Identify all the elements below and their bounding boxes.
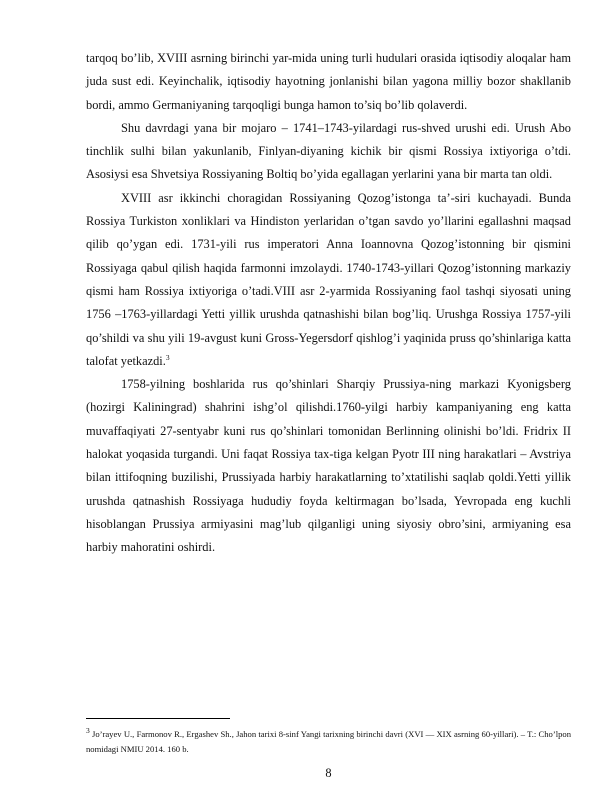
footnote-separator bbox=[86, 718, 230, 719]
footnote-marker: 3 bbox=[86, 726, 90, 736]
paragraph-3-text: XVIII asr ikkinchi choragidan Rossiyaning Qozog’istonga ta’-siri kuchayadi. Bunda Rossiya Turkiston xonliklari va Hindiston yerlaridan o’tgan savdo yo’llarini egallashni maqsad qilib qo’ygan edi. 1731-yili rus imperatori Anna Ioannovna Qozog’istonning bir qismini Rossiyaga qabul qilish haqida farmonni imzolaydi. 1740-1743-yillari Qozog’istonning markaziy qismi ham Rossiya ixtiyoriga o’tadi.VIII asr 2-yarmida Rossiyaning faol tashqi siyosati uning 1756 –1763-yillardagi Yetti yillik urushda qatnashishi bilan bog’liq. Urushga Rossiya 1757-yili qo’shildi va shu yili 19-avgust kuni Gross-Yegersdorf qishlog’i yaqinida pruss qo’shinlariga katta talofat yetkazdi. bbox=[86, 190, 571, 368]
footnote-reference[interactable]: 3 bbox=[165, 352, 170, 362]
page-number: 8 bbox=[325, 766, 332, 780]
paragraph-2: Shu davrdagi yana bir mojaro – 1741–1743-yilardagi rus-shved urushi edi. Urush Abo tinchlik sulhi bilan yakunlanib, Finlyan-diyaning kichik bir qismi Rossiya ixtiyoriga o’tdi. Asosiysi esa Shvetsiya Rossiyaning Boltiq bo’yida egallagan yerlarini yana bir marta tan oldi. bbox=[86, 120, 571, 182]
footnote-text: Jo’rayev U., Farmonov R., Ergashev Sh., Jahon tarixi 8-sinf Yangi tarixning birinchi davri (XVI — XIX asrning 60-yillari). – T.: Cho’lpon nomidagi NMIU 2014. 160 b. bbox=[86, 729, 571, 754]
paragraph-4: 1758-yilning boshlarida rus qo’shinlari Sharqiy Prussiya-ning markazi Kyonigsberg (hozirgi Kaliningrad) shahrini ishg’ol qilishdi.1760-yilgi harbiy kampaniyaning eng katta muvaffaqiyati 27-sentyabr kuni rus qo’shinlari tomonidan Berlinning olinishi bo’ldi. Fridrix II halokat yoqasida turgandi. Uni faqat Rossiya tax-tiga kelgan Pyotr III ning harakatlari – Avstriya bilan ittifoqning buzilishi, Prussiyada harbiy harakatlarning to’xtatilishi saqlab qoldi.Yetti yillik urushda qatnashish Rossiyaga hududiy foyda keltirmagan bo’lsada, Yevropada eng kuchli hisoblangan Prussiya armiyasini mag’lub qilganligi uning siyosiy obro’sini, armiyaning esa harbiy mahoratini oshirdi. bbox=[86, 377, 571, 555]
paragraph-1: tarqoq bo’lib, XVIII asrning birinchi yar-mida uning turli hudulari orasida iqtisodiy aloqalar ham juda sust edi. Keyinchalik, iqtisodiy hayotning jonlanishi bilan yagona milliy bozor shakllanib bordi, ammo Germaniyaning tarqoqligi bunga hamon to’siq bo’lib qolaverdi. bbox=[86, 51, 571, 112]
body-text bbox=[86, 47, 571, 560]
footnote bbox=[86, 727, 571, 757]
paragraph-3 bbox=[86, 187, 571, 373]
